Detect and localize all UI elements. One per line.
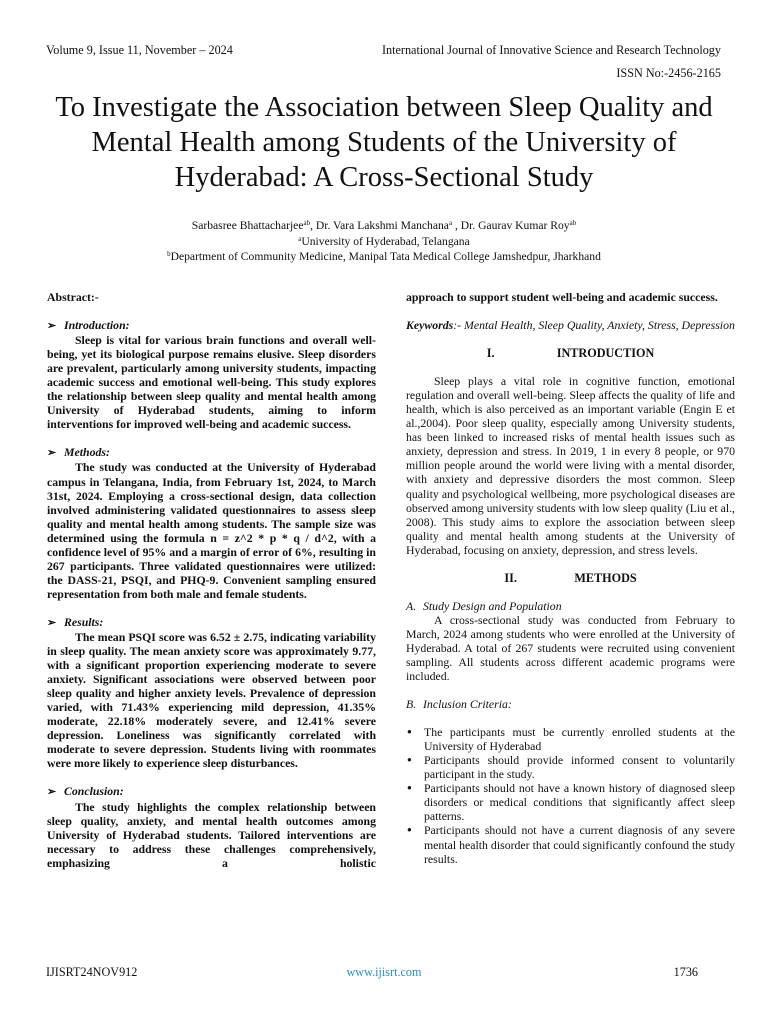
abstract-heading-results (47, 615, 376, 630)
abstract-heading-methods (47, 445, 376, 460)
abstract-heading-text: Conclusion: (64, 784, 124, 799)
subsection-letter: A. (406, 598, 417, 613)
author-name: Dr. Vara Lakshmi Manchana (315, 219, 449, 232)
author-name: Sarbasree Bhattacharjee (191, 219, 304, 232)
list-item: ● Participants should not have a current diagnosis of any severe mental health disorder that could significantly confound the study results. (406, 823, 735, 865)
keywords-label: Keywords (406, 318, 454, 333)
abstract-heading-text: Results: (64, 614, 104, 629)
study-design-text: A cross-sectional study was conducted from February to March, 2024 among students who were enrolled at the University of Hyderabad. A total of 267 students were recruited using convenient sampling. All students across different academic programs were included. (406, 612, 735, 684)
section-title-methods (406, 571, 735, 585)
section-number: II. (504, 570, 517, 585)
keywords-separator: :- (453, 318, 465, 333)
arrow-bullet-icon: ➢ (47, 616, 57, 629)
running-header-volume: Volume 9, Issue 11, November – 2024 (46, 43, 233, 57)
issn-number: ISSN No:-2456-2165 (616, 66, 721, 80)
abstract-results-text: The mean PSQI score was 6.52 ± 2.75, indicating variability in sleep quality. The mean anxiety score was approximately 9.77, with a significant proportion experiencing moderate to severe anxiety. Significant associations were observed between poor sleep quality and higher anxiety levels. Prevalence of depression varied, with 71.43% experiencing mild depression, 41.35% moderate, 22.18% moderately severe, and 12.41% severe depression. Loneliness was significantly correlated with moderate to severe depression. Students living with roommates were more likely to experience sleep disturbances. (47, 629, 376, 771)
footer-page-number: 1736 (673, 965, 698, 979)
list-item: ● The participants must be currently enrolled students at the University of Hyderabad (406, 725, 735, 753)
affiliation-sup: b (167, 250, 171, 258)
abstract-introduction-text: Sleep is vital for various brain functions and overall well-being, yet its biological purpose remains elusive. Sleep disorders are prevalent, particularly among university students, impacting academic success and emotional well-being. This study explores the relationship between sleep quality and mental health among University of Hyderabad students, aiming to inform interventions for improved well-being and academic success. (47, 333, 376, 432)
affiliation-line (40, 234, 728, 250)
section-title-text: INTRODUCTION (556, 346, 655, 361)
subsection-heading: Study Design and Population (423, 598, 562, 613)
arrow-bullet-icon: ➢ (47, 320, 57, 333)
affiliation-sup: a (298, 234, 302, 243)
introduction-text: Sleep plays a vital role in cognitive function, emotional regulation and overall well-being. Sleep affects the quality of life and health, which is also perceived as an important variable (Engin E et al.,2004). Poor sleep quality, especially among University students, has been linked to increased risks of mental health issues such as anxiety, depression and stress. In 2019, 1 in every 8 people, or 970 million people around the world were living with a mental disorder, with anxiety and depressive disorders the most common. Sleep quality and psychological wellbeing, more psychological diseases are observed among university students with low sleep quality (Liu et al., 2008). This study aims to explore the association between sleep quality and mental health among students at the University of Hyderabad, focusing on anxiety, depression, and stress levels. (406, 374, 735, 557)
author-name: Dr. Gaurav Kumar Roy (460, 219, 570, 232)
author-affil-sup: ab (303, 219, 311, 227)
abstract-conclusion-text: The study highlights the complex relationship between sleep quality, anxiety, and mental health outcomes among University of Hyderabad students. Tailored interventions are necessary to address these challenges comprehensively, emphasizing a holistic (47, 799, 376, 870)
abstract-heading-text: Introduction: (64, 318, 130, 333)
author-affil-sup: ab (569, 219, 577, 227)
author-separator: , (452, 219, 461, 232)
author-affil-sup: a (448, 219, 453, 227)
inclusion-criteria-list (406, 725, 735, 865)
subsection-letter: B. (406, 697, 417, 712)
list-item: ● Participants should provide informed consent to voluntarily participant in the study. (406, 753, 735, 781)
left-column (47, 290, 376, 884)
paper-title: To Investigate the Association between Sleep Quality and Mental Health among Students of the University of Hyderabad: A Cross-Sectional Study (55, 92, 713, 193)
right-column (406, 290, 735, 866)
author-block (40, 218, 728, 265)
affiliation-text: Department of Community Medicine, Manipal Tata Medical College Jamshedpur, Jharkhand (170, 250, 601, 263)
abstract-methods-text: The study was conducted at the University of Hyderabad campus in Telangana, India, from February 1st, 2024, to March 31st, 2024. Employing a cross-sectional design, data collection involved administering validated questionnaires to assess sleep quality and mental health among students. The sample size was determined using the formula n = z^2 * p * q / d^2, with a confidence level of 95% and a margin of error of 6%, resulting in 267 participants. Three validated questionnaires were utilized: the DASS-21, PSQI, and PHQ-9. Convenient sampling ensured representation from both male and female students. (47, 460, 376, 601)
author-separator: , (310, 219, 316, 232)
list-item: ● Participants should not have a known history of diagnosed sleep disorders or medical conditions that significantly affect sleep patterns. (406, 781, 735, 823)
keywords-text: Mental Health, Sleep Quality, Anxiety, Stress, Depression (464, 318, 735, 333)
section-number: I. (486, 346, 495, 361)
author-list (40, 218, 728, 234)
section-title-text: METHODS (574, 570, 637, 585)
footer-website-link[interactable]: www.ijisrt.com (346, 965, 422, 979)
subsection-study-design (406, 599, 735, 613)
subsection-inclusion-criteria (406, 697, 735, 711)
section-title-introduction (406, 346, 735, 360)
affiliation-text: University of Hyderabad, Telangana (301, 234, 470, 248)
affiliation-line (40, 249, 728, 265)
running-header-journal: International Journal of Innovative Science and Research Technology (381, 43, 721, 57)
abstract-label: Abstract:- (47, 290, 99, 304)
abstract-conclusion-continued: approach to support student well-being and academic success. (406, 290, 718, 304)
arrow-bullet-icon: ➢ (47, 786, 57, 799)
arrow-bullet-icon: ➢ (47, 447, 57, 460)
subsection-heading: Inclusion Criteria: (423, 697, 512, 712)
footer-paper-id: IJISRT24NOV912 (46, 965, 138, 979)
abstract-heading-text: Methods: (64, 445, 110, 460)
abstract-heading-conclusion (47, 784, 376, 799)
abstract-heading-introduction (47, 318, 376, 333)
keywords (406, 318, 735, 332)
